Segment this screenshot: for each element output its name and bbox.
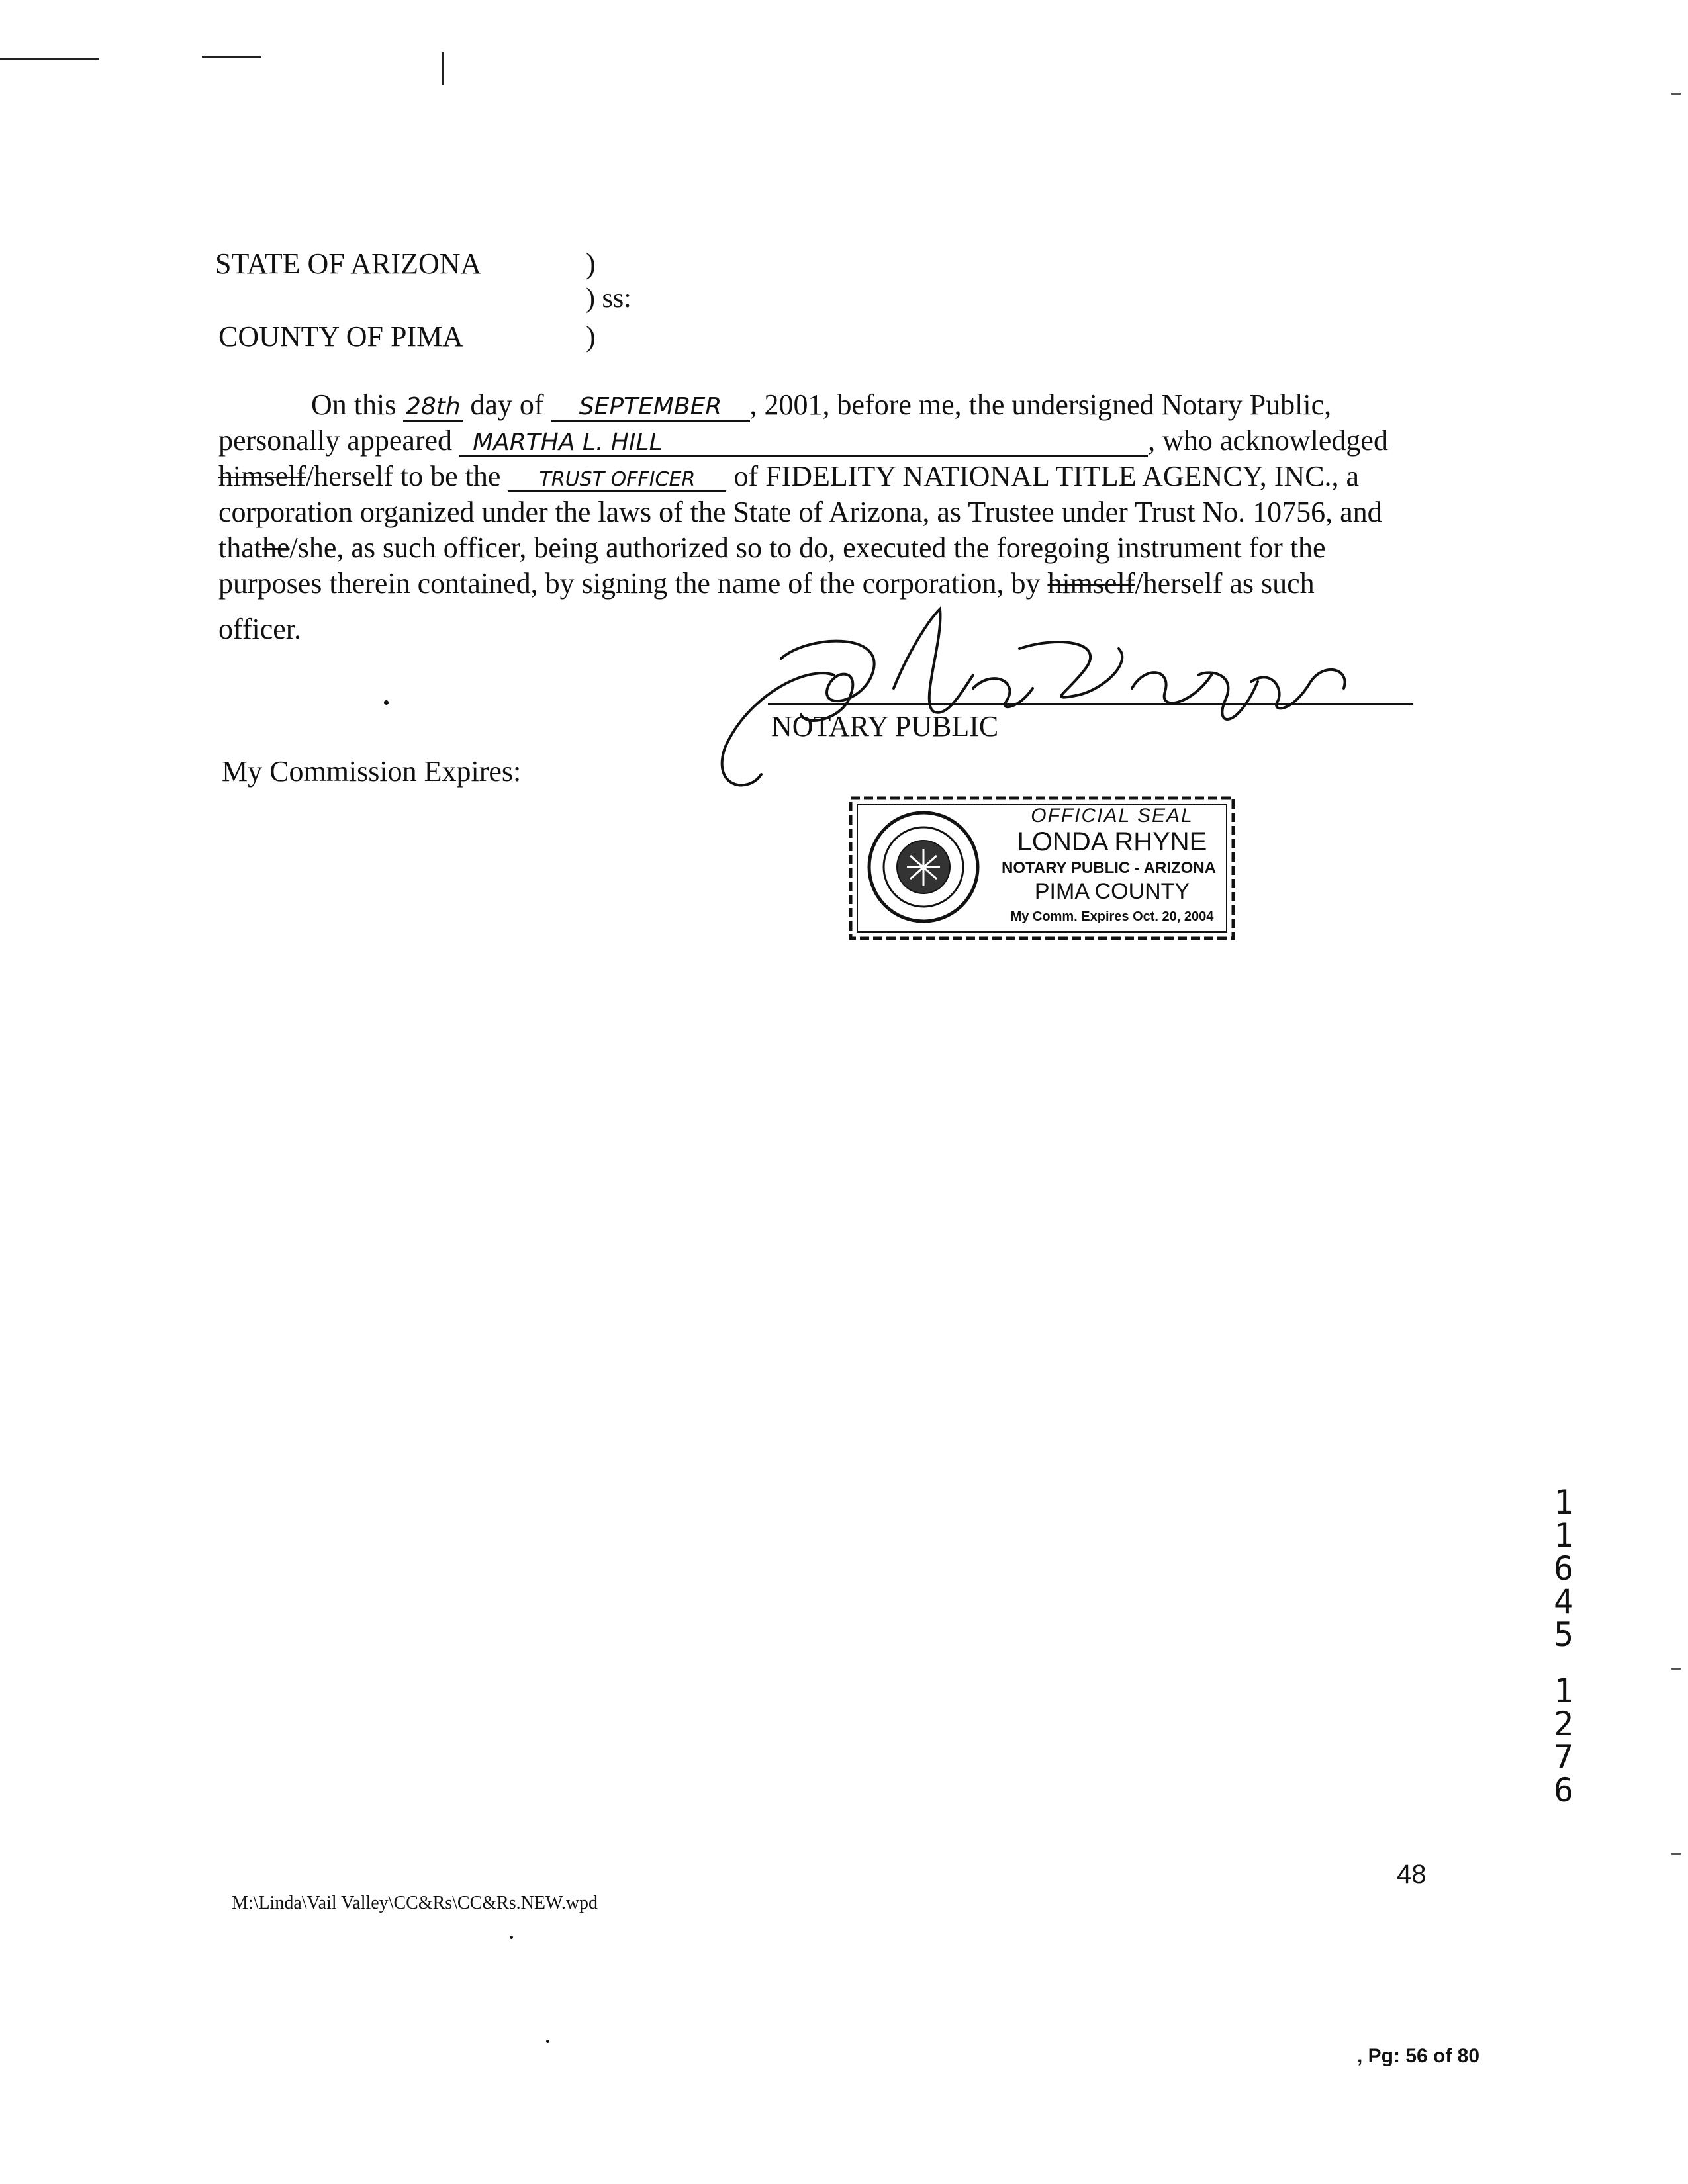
- scan-mark: [442, 52, 444, 85]
- seal-title: OFFICIAL SEAL: [1031, 805, 1194, 827]
- scan-mark: [0, 58, 99, 60]
- file-path: M:\Linda\Vail Valley\CC&Rs\CC&Rs.NEW.wpd: [232, 1893, 598, 1913]
- scan-dot: [510, 1936, 513, 1939]
- ack-text: personally appeared: [218, 424, 453, 457]
- venue-paren: ): [586, 320, 596, 353]
- side-digit: 2: [1553, 1705, 1574, 1743]
- struck-text: himself: [1047, 567, 1135, 600]
- struck-text: he: [261, 531, 290, 564]
- side-digit: 6: [1553, 1771, 1574, 1809]
- official-seal: [844, 793, 1241, 945]
- ack-text: /herself to be the: [305, 460, 501, 492]
- ack-text: /she, as such officer, being authorized so to do, executed the foregoing instrument for the: [289, 531, 1326, 564]
- ack-text: officer.: [218, 613, 302, 645]
- ack-text: On this: [311, 388, 397, 421]
- notary-public-label: NOTARY PUBLIC: [771, 710, 999, 743]
- side-digit: 4: [1553, 1582, 1574, 1621]
- venue-ss: ) ss:: [586, 283, 632, 314]
- seal-subtitle: NOTARY PUBLIC - ARIZONA: [1002, 859, 1216, 877]
- scan-mark: [1671, 1668, 1681, 1670]
- seal-name: LONDA RHYNE: [1017, 827, 1207, 856]
- ack-text: day of: [470, 388, 544, 421]
- scan-dot: [384, 700, 389, 705]
- ack-text: that: [218, 531, 262, 564]
- scan-mark: [1671, 1853, 1681, 1855]
- side-digit: 1: [1553, 1672, 1574, 1710]
- ack-line-5: [218, 531, 1326, 565]
- handwritten-name: MARTHA L. HILL: [459, 430, 1148, 457]
- side-digit: 1: [1553, 1516, 1574, 1555]
- ack-text: purposes therein contained, by signing the name of the corporation, by: [218, 567, 1041, 600]
- signature-line: [768, 703, 1413, 705]
- venue-state: STATE OF ARIZONA: [215, 248, 482, 280]
- ack-text: corporation organized under the laws of the State of Arizona, as Trustee under Trust No. 10756, and: [218, 496, 1382, 528]
- struck-text: himself: [218, 460, 306, 492]
- ack-text: , 2001, before me, the undersigned Notary Public,: [749, 388, 1332, 421]
- ack-text: of FIDELITY NATIONAL TITLE AGENCY, INC., a: [733, 460, 1360, 492]
- side-digit: 7: [1553, 1738, 1574, 1776]
- ack-line-1: [311, 388, 1331, 422]
- ack-line-2: [218, 424, 1388, 457]
- scan-mark: [1671, 93, 1681, 95]
- ack-line-4: [218, 495, 1382, 529]
- ack-line-7: [218, 612, 301, 646]
- seal-county: PIMA COUNTY: [1034, 879, 1190, 904]
- handwritten-day: 28th: [403, 394, 463, 422]
- page-of-count: , Pg: 56 of 80: [1357, 2045, 1480, 2067]
- venue-paren: ): [586, 248, 596, 280]
- ack-text: /herself as such: [1135, 567, 1315, 600]
- side-digit: 6: [1553, 1549, 1574, 1588]
- side-digit: 5: [1553, 1615, 1574, 1654]
- handwritten-month: SEPTEMBER: [551, 394, 750, 422]
- commission-expires-label: My Commission Expires:: [222, 755, 522, 788]
- page-number: 48: [1397, 1860, 1427, 1889]
- side-digit: 1: [1553, 1483, 1574, 1522]
- scan-dot: [546, 2040, 549, 2043]
- notary-signature: [708, 596, 1383, 807]
- venue-county: COUNTY OF PIMA: [218, 320, 463, 353]
- ack-text: , who acknowledged: [1148, 424, 1388, 457]
- handwritten-title: TRUST OFFICER: [508, 469, 726, 492]
- ack-line-3: [218, 459, 1359, 493]
- scan-mark: [202, 56, 261, 58]
- seal-expires: My Comm. Expires Oct. 20, 2004: [1010, 909, 1214, 924]
